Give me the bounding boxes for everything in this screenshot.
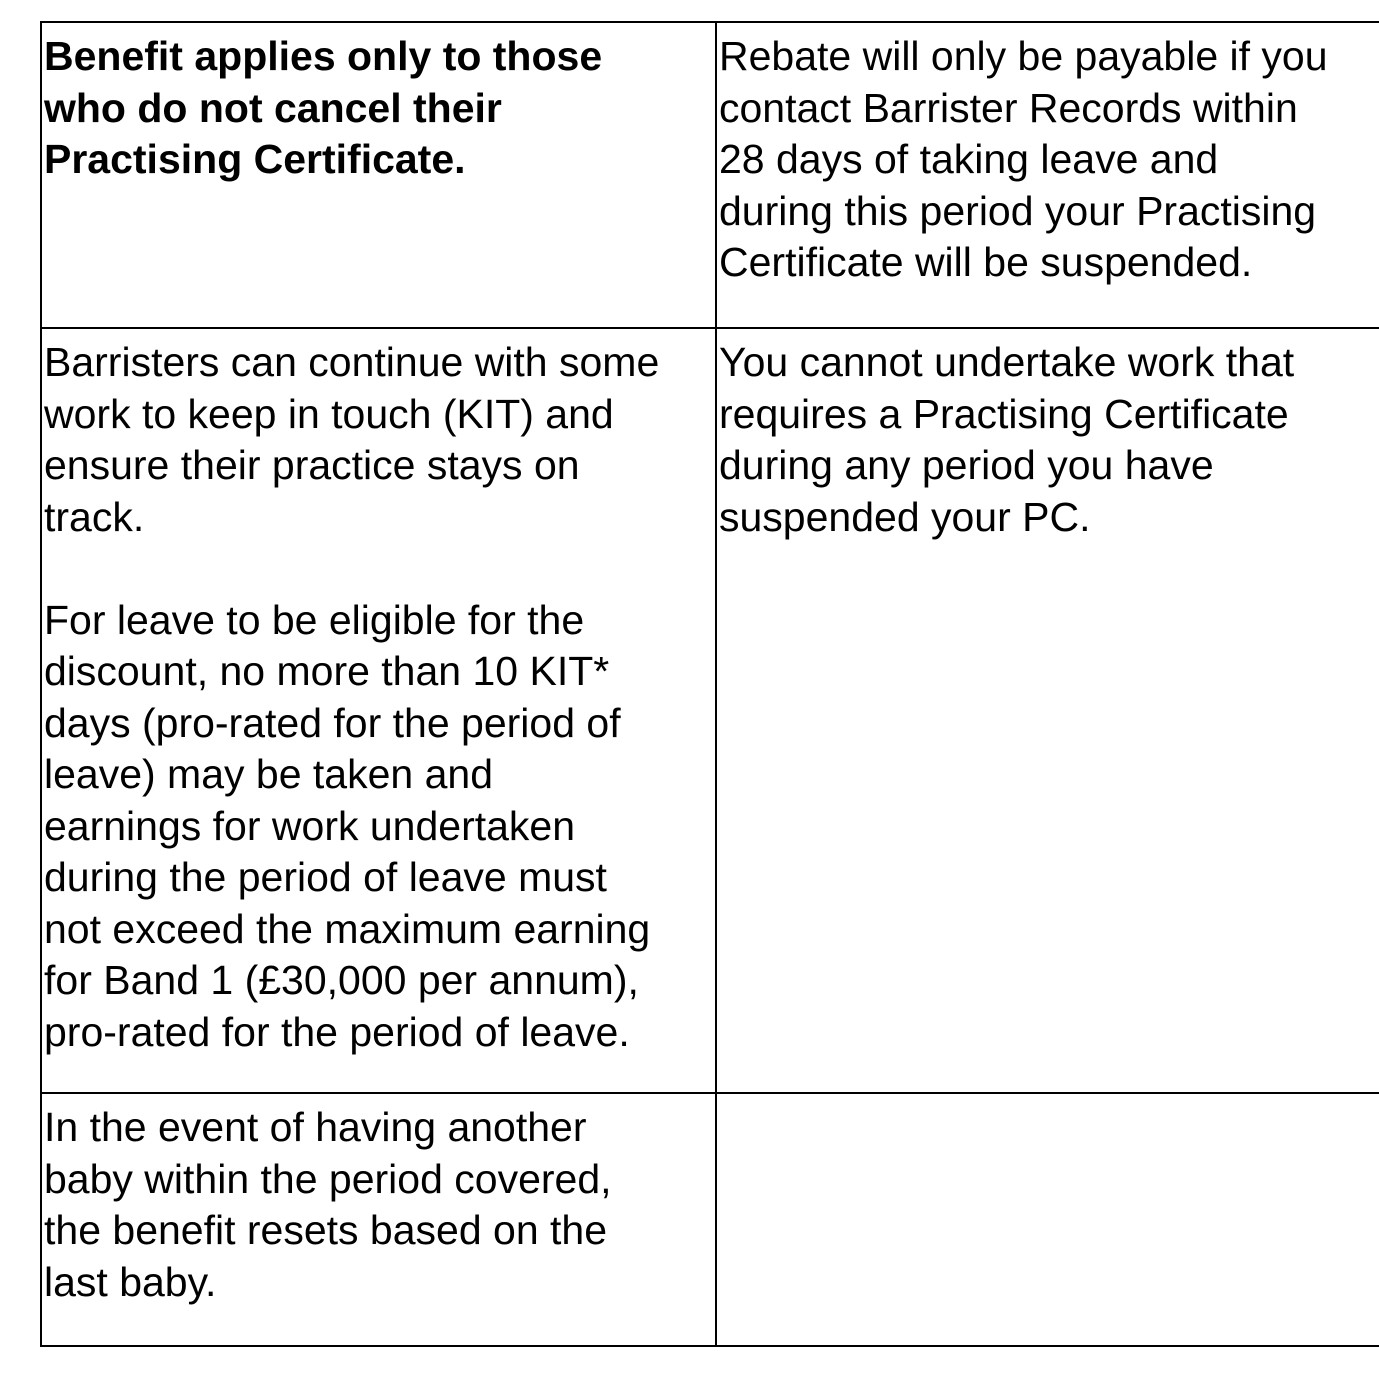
paragraph-kit-intro [44,337,715,543]
text-line: Practising Certificate. [44,136,466,182]
text-line: track. [44,493,145,540]
table-row-benefit [41,22,1379,328]
table-row-kit [41,328,1379,1093]
text-line: last baby. [44,1258,217,1305]
text-line: ensure their practice stays on [44,442,580,488]
text-line: suspended your PC. [719,493,1091,540]
cell-rebate-condition [716,22,1379,328]
cell-benefit-condition [41,22,716,328]
text-line: Benefit applies only to those [44,33,603,79]
text-line: leave) may be taken and [44,751,493,797]
text-line: discount, no more than 10 KIT* [44,648,610,694]
text-line: baby within the period covered, [44,1155,612,1202]
table-row-another-baby [41,1093,1379,1346]
cell-kit-details [41,328,716,1093]
text-line: For leave to be eligible for the [44,596,585,643]
text-line: work to keep in touch (KIT) and [44,390,614,437]
text-line: Rebate will only be payable if you [719,33,1328,79]
text-line: requires a Practising Certificate [719,390,1289,437]
text-line: the benefit resets based on the [44,1207,608,1253]
text-line: pro-rated for the period of leave. [44,1008,630,1055]
document-table [40,21,1379,1347]
text-line: during the period of leave must [44,854,607,900]
text-line: for Band 1 (£30,000 per annum), [44,957,639,1003]
text-line: earnings for work undertaken [44,802,576,849]
text-line: 28 days of taking leave and [719,136,1219,182]
text-line: who do not cancel their [44,84,502,131]
text-line: contact Barrister Records within [719,84,1298,131]
text-line: Barristers can continue with some [44,339,660,385]
text-line: days (pro-rated for the period of [44,699,621,746]
cell-empty [716,1093,1379,1346]
text-line: during this period your Practising [719,187,1317,234]
cell-work-restriction [716,328,1379,1093]
text-line: not exceed the maximum earning [44,905,651,952]
text-line: during any period you have [719,442,1214,488]
paragraph-eligibility [44,595,715,1059]
cell-benefit-reset [41,1093,716,1346]
text-line: In the event of having another [44,1104,587,1150]
text-line: Certificate will be suspended. [719,239,1253,285]
text-line: You cannot undertake work that [719,339,1295,385]
